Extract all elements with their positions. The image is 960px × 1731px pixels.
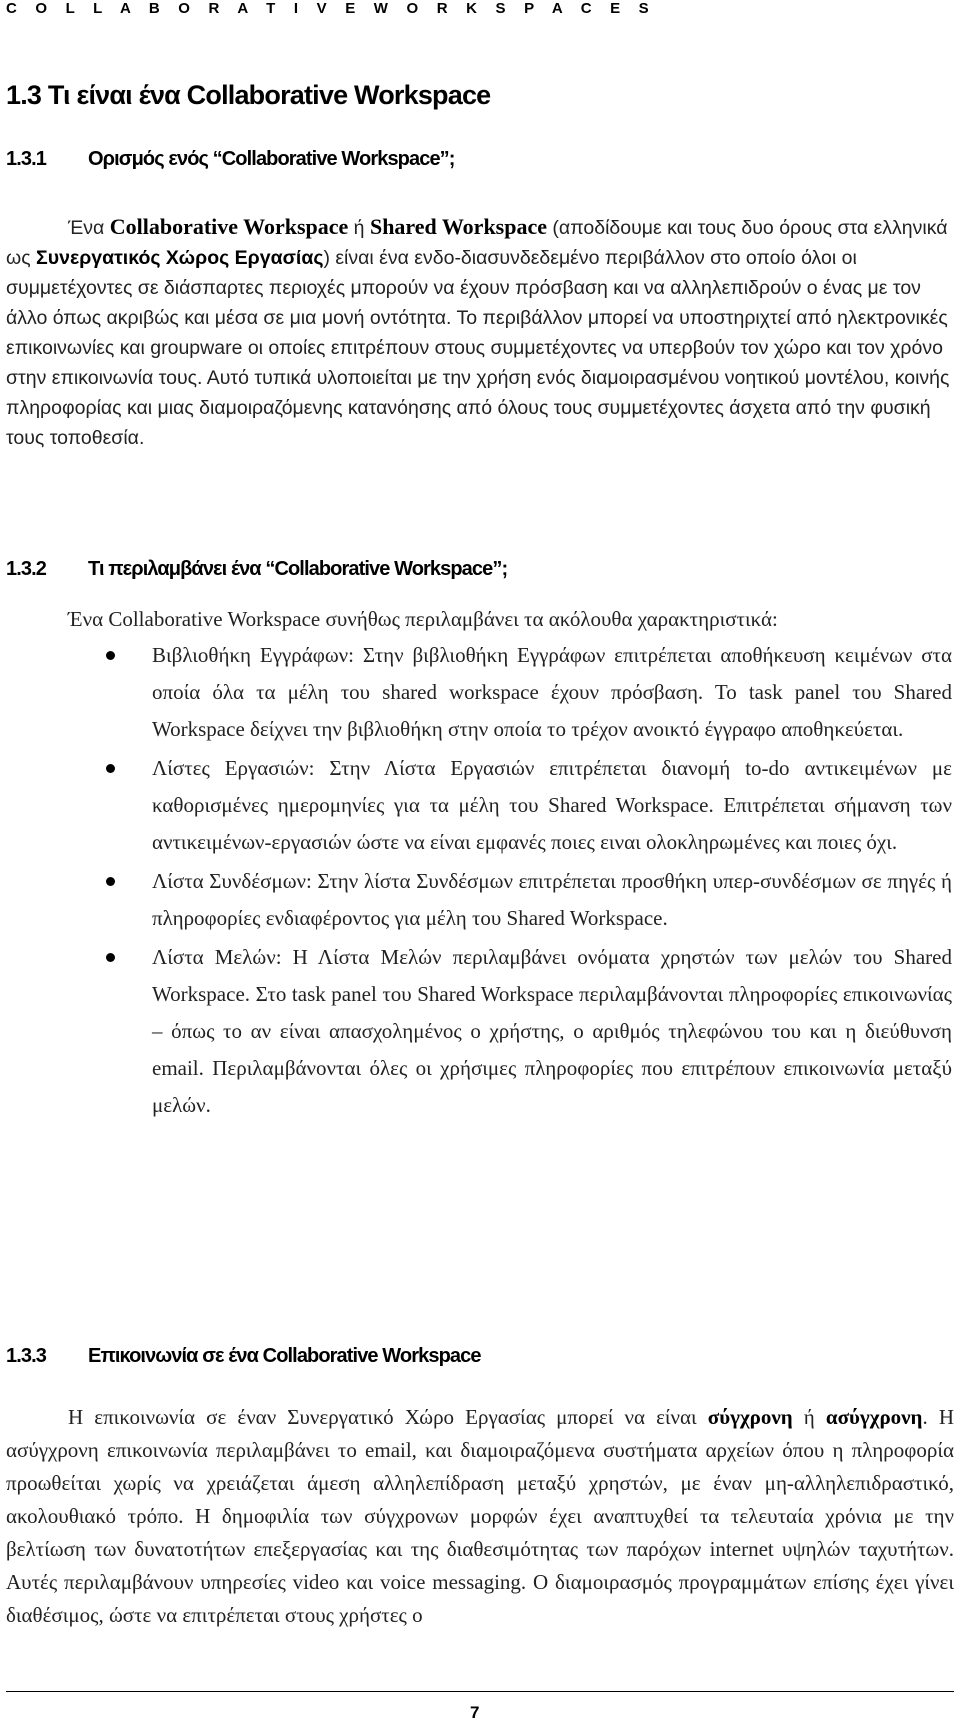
subsection-number: 1.3.1 (6, 148, 46, 170)
term-greek: Συνεργατικός Χώρος Εργασίας (36, 247, 324, 269)
subsection-heading-3 (6, 1345, 481, 1368)
subsection-title: Τι περιλαμβάνει ένα “Collaborative Workspace”; (88, 558, 508, 580)
bullet-icon (106, 953, 115, 962)
bullet-icon (106, 651, 115, 660)
subsection-heading-1 (6, 148, 455, 171)
term-shared-workspace: Shared Workspace (369, 214, 548, 239)
communication-paragraph: Η επικοινωνία σε έναν Συνεργατικό Χώρο Εργασίας μπορεί να είναι σύγχρονη ή ασύγχρονη. Η ασύγχρονη επικοινωνία περιλαμβάνει το email, και διαμοιραζόμενα συστήματα αρχείων όπου η πληροφορία προωθείται χωρίς να χρειάζεται άμεση αλληλεπίδραση μεταξύ χρηστών, με έναν μη-αλληλεπιδραστικό, ακολουθιακό τρόπο. Η δημοφιλία των σύγχρονων μορφών έχει αναπτυχθεί τα τελευταία χρόνια με την βελτίωση των δυνατοτήτων επεξεργασίας και της διαθεσιμότητας των παρόχων internet υψηλών ταχυτήτων. Αυτές περιλαμβάνουν υπηρεσίες video και voice messaging. Ο διαμοιρασμός προγραμμάτων επίσης έχει γίνει διαθέσιμος, ώστε να επιτρέπεται στους χρήστες ο (6, 1405, 955, 1627)
subsection-number: 1.3.3 (6, 1345, 46, 1367)
term-collaborative-workspace: Collaborative Workspace (109, 214, 349, 239)
term-synchronous: σύγχρονη (707, 1405, 793, 1429)
features-intro: Ένα Collaborative Workspace συνήθως περιλαμβάνει τα ακόλουθα χαρακτηριστικά: (68, 607, 778, 631)
definition-paragraph: Ένα Collaborative Workspace ή Shared Workspace (αποδίδουμε και τους δυο όρους στα ελληνικά ως Συνεργατικός Χώρος Εργασίας) είναι ένα ενδο-διασυνδεδεμένο περιβάλλον στο οποίο όλοι οι συμμετέχοντες σε διάσπαρτες περιοχές μπορούν να έχουν πρόσβαση και να αλληλεπιδρούν ο ένας με τον άλλο όπως ακριβώς και μέσα σε μια μονή οντότητα. Το περιβάλλον μπορεί να υποστηριχτεί από ηλεκτρονικές επικοινωνίες και groupware οι οποίες επιτρέπουν στους συμμετέχοντες να υπερβούν τον χώρο και τον χρόνο στην επικοινωνία τους. Αυτό τυπικά υλοποιείται με την χρήση ενός διαμοιρασμένου νοητικού μοντέλου, κοινής πληροφορίας και μιας διαμοιραζόμενης κατανόησης από όλους τους συμμετέχοντες άσχετα από την φυσική τους τοποθεσία. (6, 214, 950, 449)
list-item: Λίστα Συνδέσμων: Στην λίστα Συνδέσμων επιτρέπεται προσθήκη υπερ-συνδέσμων σε πηγές ή πληροφορίες ενδιαφέροντος για μέλη του Shared Workspace. (0, 863, 960, 937)
subsection-heading-2 (6, 558, 507, 581)
page-number: 7 (470, 1703, 480, 1722)
bullet-icon (106, 877, 115, 886)
footer-divider (6, 1691, 954, 1692)
subsection-title: Επικοινωνία σε ένα Collaborative Workspace (88, 1345, 481, 1367)
subsection-number: 1.3.2 (6, 558, 46, 580)
features-list (0, 637, 960, 1126)
subsection-title: Ορισμός ενός “Collaborative Workspace”; (88, 148, 455, 170)
running-header: C O L L A B O R A T I V E W O R K S P A C E S (6, 0, 656, 17)
term-asynchronous: ασύγχρονη (825, 1405, 923, 1429)
list-item: Λίστες Εργασιών: Στην Λίστα Εργασιών επιτρέπεται διανομή to-do αντικειμένων με καθορισμένες ημερομηνίες για τα μέλη του Shared Workspace. Επιτρέπεται σήμανση των αντικειμένων-εργασιών ώστε να είναι εμφανές ποιες ειναι ολοκληρωμένες και ποιες όχι. (0, 750, 960, 861)
section-heading: 1.3 Τι είναι ένα Collaborative Workspace (6, 80, 491, 110)
list-item: Λίστα Μελών: Η Λίστα Μελών περιλαμβάνει ονόματα χρηστών των μελών του Shared Workspace. Στο task panel του Shared Workspace περιλαμβάνονται πληροφορίες επικοινωνίας – όπως το αν είναι απασχολημένος ο χρήστης, ο αριθμός τηλεφώνου του και η διεύθυνση email. Περιλαμβάνονται όλες οι χρήσιμες πληροφορίες που επιτρέπουν επικοινωνία μεταξύ μελών. (0, 939, 960, 1124)
list-item: Βιβλιοθήκη Εγγράφων: Στην βιβλιοθήκη Εγγράφων επιτρέπεται αποθήκευση κειμένων στα οποία όλα τα μέλη του shared workspace έχουν πρόσβαση. Το task panel του Shared Workspace δείχνει την βιβλιοθήκη στην οποία το τρέχον ανοικτό έγγραφο αποθηκεύεται. (0, 637, 960, 748)
bullet-icon (106, 764, 115, 773)
